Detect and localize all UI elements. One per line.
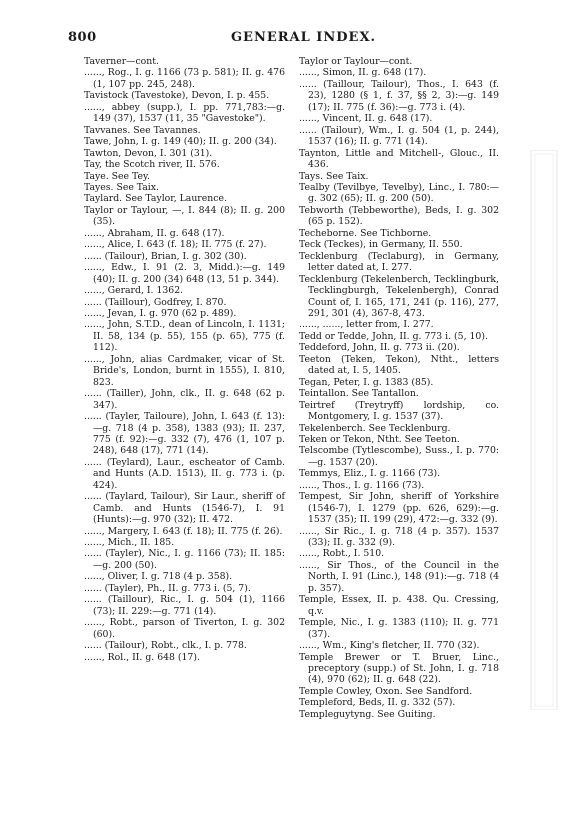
index-entry: ......, Rol., II. g. 648 (17). — [84, 651, 200, 663]
index-column-left — [84, 56, 285, 663]
index-entry: Techeborne. See Tichborne. — [299, 227, 432, 239]
index-entry: Telscombe (Tytlescombe), Suss., I. p. 770:—g. 1537 (20). — [299, 445, 499, 468]
index-entry: ...... (Tailour), Brian, I. g. 302 (30). — [84, 250, 247, 262]
index-entry: Tavistock (Tavestoke), Devon, I. p. 455. — [84, 90, 270, 102]
index-entry: Temple, Nic., I. g. 1383 (110); II. g. 771 (37). — [299, 617, 499, 640]
index-entry: ......, John, alias Cardmaker, vicar of St. Bride's, London, burnt in 1555), I. 810, 823. — [84, 353, 285, 388]
index-entry: Teeton (Teken, Tekon), Ntht., letters dated at, I. 5, 1405. — [299, 353, 499, 377]
page-number: 800 — [68, 30, 97, 45]
index-entry: ......, Abraham, II. g. 648 (17). — [84, 227, 225, 239]
index-entry: Temple Cowley, Oxon. See Sandford. — [299, 685, 473, 697]
index-entry: ......, Robt., I. 510. — [299, 548, 385, 560]
index-entry: Teddeford, John, II. g. 773 ii. (20). — [299, 342, 460, 354]
index-entry: ...... (Taillour), Godfrey, I. 870. — [84, 296, 227, 308]
index-entry: ...... (Tailler), John, clk., II. g. 648 (62 p. 347). — [84, 388, 285, 411]
index-entry: Tebworth (Tebbeworthe), Beds, I. g. 302 (65 p. 152). — [299, 204, 499, 228]
library-stamp-watermark — [529, 150, 559, 710]
index-entry: ......, Oliver, I. g. 718 (4 p. 358). — [84, 571, 233, 583]
index-entry: ......, Vincent, II. g. 648 (17). — [299, 113, 433, 125]
index-entry: ......, Wm., King's fletcher, II. 770 (32). — [299, 640, 480, 652]
index-entry: ......, Sir Thos., of the Council in the North, I. 91 (Linc.), 148 (91):—g. 718 (4 p. 357). — [299, 559, 499, 594]
index-entry: Tawton, Devon, I. 301 (31). — [84, 147, 213, 159]
index-entry: Tedd or Tedde, John, II. g. 773 i. (5, 10). — [299, 330, 488, 342]
index-entry: ......, Simon, II. g. 648 (17). — [299, 67, 427, 79]
index-entry: Teirtref (Treytryff) lordship, co. Montgomery, I. g. 1537 (37). — [299, 399, 499, 423]
index-entry: Tayes. See Taix. — [84, 181, 159, 193]
index-entry: Teken or Tekon, Ntht. See Teeton. — [299, 433, 460, 445]
index-entry: ......, Edw., I. 91 (2. 3, Midd.):—g. 149 (40); II. g. 200 (34) 648 (13, 51 p. 344). — [84, 262, 285, 285]
index-column-right — [299, 56, 499, 720]
index-entry: Tay, the Scotch river, II. 576. — [84, 159, 220, 171]
index-entry: ...... (Tailour), Robt., clk., I. p. 778. — [84, 640, 247, 652]
index-entry: ...... (Taillour), Ric., I. g. 504 (1), 1166 (73); II. 229:—g. 771 (14). — [84, 594, 285, 617]
index-entry: ...... (Taylard, Tailour), Sir Laur., sheriff of Camb. and Hunts (1546-7), I. 91 (Hunts):—g. 970 (32); II. 472. — [84, 491, 285, 526]
index-entry: ......, ......, letter from, I. 277. — [299, 319, 434, 331]
index-entry: ......, Thos., I. g. 1166 (73). — [299, 479, 425, 491]
index-entry: Taylard. See Taylor, Laurence. — [84, 193, 227, 205]
index-entry: ......, Gerard, I. 1362. — [84, 285, 184, 297]
index-entry: Taye. See Tey. — [84, 170, 150, 182]
index-entry: ......, abbey (supp.), I. pp. 771,783:—g. 149 (37), 1537 (11, 35 "Gavestoke"). — [84, 101, 285, 125]
index-entry: ...... (Teylard), Laur., escheator of Camb. and Hunts (A.D. 1513), II. g. 773 i. (p. 424). — [84, 456, 285, 491]
index-entry: ......, Margery, I. 643 (f. 18); II. 775 (f. 26). — [84, 525, 283, 537]
index-entry: Tempest, Sir John, sheriff of Yorkshire (1546-7), I. 1279 (pp. 626, 629):—g. 1537 (35); II. 199 (29), 472:—g. 332 (9). — [299, 491, 499, 526]
index-entry: ......, Sir Ric., I. g. 718 (4 p. 357). 1537 (33); II. g. 332 (9). — [299, 525, 499, 549]
running-head-title: GENERAL INDEX. — [230, 30, 377, 45]
index-entry: Taylor or Taylour, —, I. 844 (8); II. g. 200 (35). — [84, 204, 285, 228]
index-entry: ......, John, S.T.D., dean of Lincoln, I. 1131; II. 58, 134 (p. 55), 155 (p. 65), 775 (f. 112). — [84, 319, 285, 354]
index-entry: Tays. See Taix. — [299, 170, 369, 182]
index-entry: Tecklenburg (Teclaburg), in Germany, letter dated at, I. 277. — [299, 250, 499, 274]
index-entry: Taverner—cont. — [84, 56, 159, 67]
index-entry: Temple, Essex, II. p. 438. Qu. Cressing, q.v. — [299, 594, 499, 617]
index-entry: Tawe, John, I. g. 149 (40); II. g. 200 (34). — [84, 136, 277, 148]
index-entry: Temple Brewer or T. Bruer, Linc., preceptory (supp.) of St. John, I. g. 718 (4), 970 (62); II. g. 648 (22). — [299, 651, 499, 686]
index-entry: Temmys, Eliz., I. g. 1166 (73). — [299, 468, 441, 480]
index-entry: ......, Rog., I. g. 1166 (73 p. 581); II. g. 476 (1, 107 pp. 245, 248). — [84, 67, 285, 90]
index-entry: ......, Jevan, I. g. 970 (62 p. 489). — [84, 307, 237, 319]
index-entry: Templeguytyng. See Guiting. — [299, 708, 436, 720]
index-entry: Taylor or Taylour—cont. — [299, 56, 413, 67]
index-entry: Taynton, Little and Mitchell-, Glouc., II. 436. — [299, 147, 499, 171]
index-entry: ...... (Tayler), Ph., II. g. 773 i. (5, 7). — [84, 582, 251, 594]
index-entry: Tealby (Tevilbye, Tevelby), Linc., I. 780:—g. 302 (65); II. g. 200 (50). — [299, 181, 499, 205]
index-entry: ...... (Tayler), Nic., I. g. 1166 (73); II. 185:—g. 200 (50). — [84, 548, 285, 571]
index-entry: Templeford, Beds, II. g. 332 (57). — [299, 697, 456, 709]
index-entry: ...... (Tayler, Tailoure), John, I. 643 (f. 13):—g. 718 (4 p. 358), 1383 (93); II. 237, 775 (f. 92):—g. 332 (7), 476 (1, 107 p. 248), 648 (17), 771 (14). — [84, 411, 285, 457]
index-entry: Teck (Teckes), in Germany, II. 550. — [299, 239, 463, 251]
index-entry: Tekelenberch. See Tecklenburg. — [299, 422, 451, 434]
index-entry: Teintallon. See Tantallon. — [299, 388, 419, 400]
index-entry: Tegan, Peter, I. g. 1383 (85). — [299, 376, 434, 388]
index-entry: ......, Mich., II. 185. — [84, 537, 175, 549]
index-entry: ......, Robt., parson of Tiverton, I. g. 302 (60). — [84, 617, 285, 640]
index-entry: ......, Alice, I. 643 (f. 18); II. 775 (f. 27). — [84, 239, 267, 251]
index-entry: ...... (Taillour, Tailour), Thos., I. 643 (f. 23), 1280 (§ 1, f. 37, §§ 2, 3):—g. 149 (17); II. 775 (f. 36):—g. 773 i. (4). — [299, 78, 499, 113]
index-entry: Tecklenburg (Tekelenberch, Tecklingburk, Tecklingburgh, Tekelenbergh), Conrad Count of, I. 165, 171, 241 (p. 116), 277, 291, 301 (4), 367-8, 473. — [299, 273, 499, 319]
index-entry: ...... (Tailour), Wm., I. g. 504 (1, p. 244), 1537 (16); II. g. 771 (14). — [299, 124, 499, 148]
index-entry: Tavvanes. See Tavannes. — [84, 124, 201, 136]
